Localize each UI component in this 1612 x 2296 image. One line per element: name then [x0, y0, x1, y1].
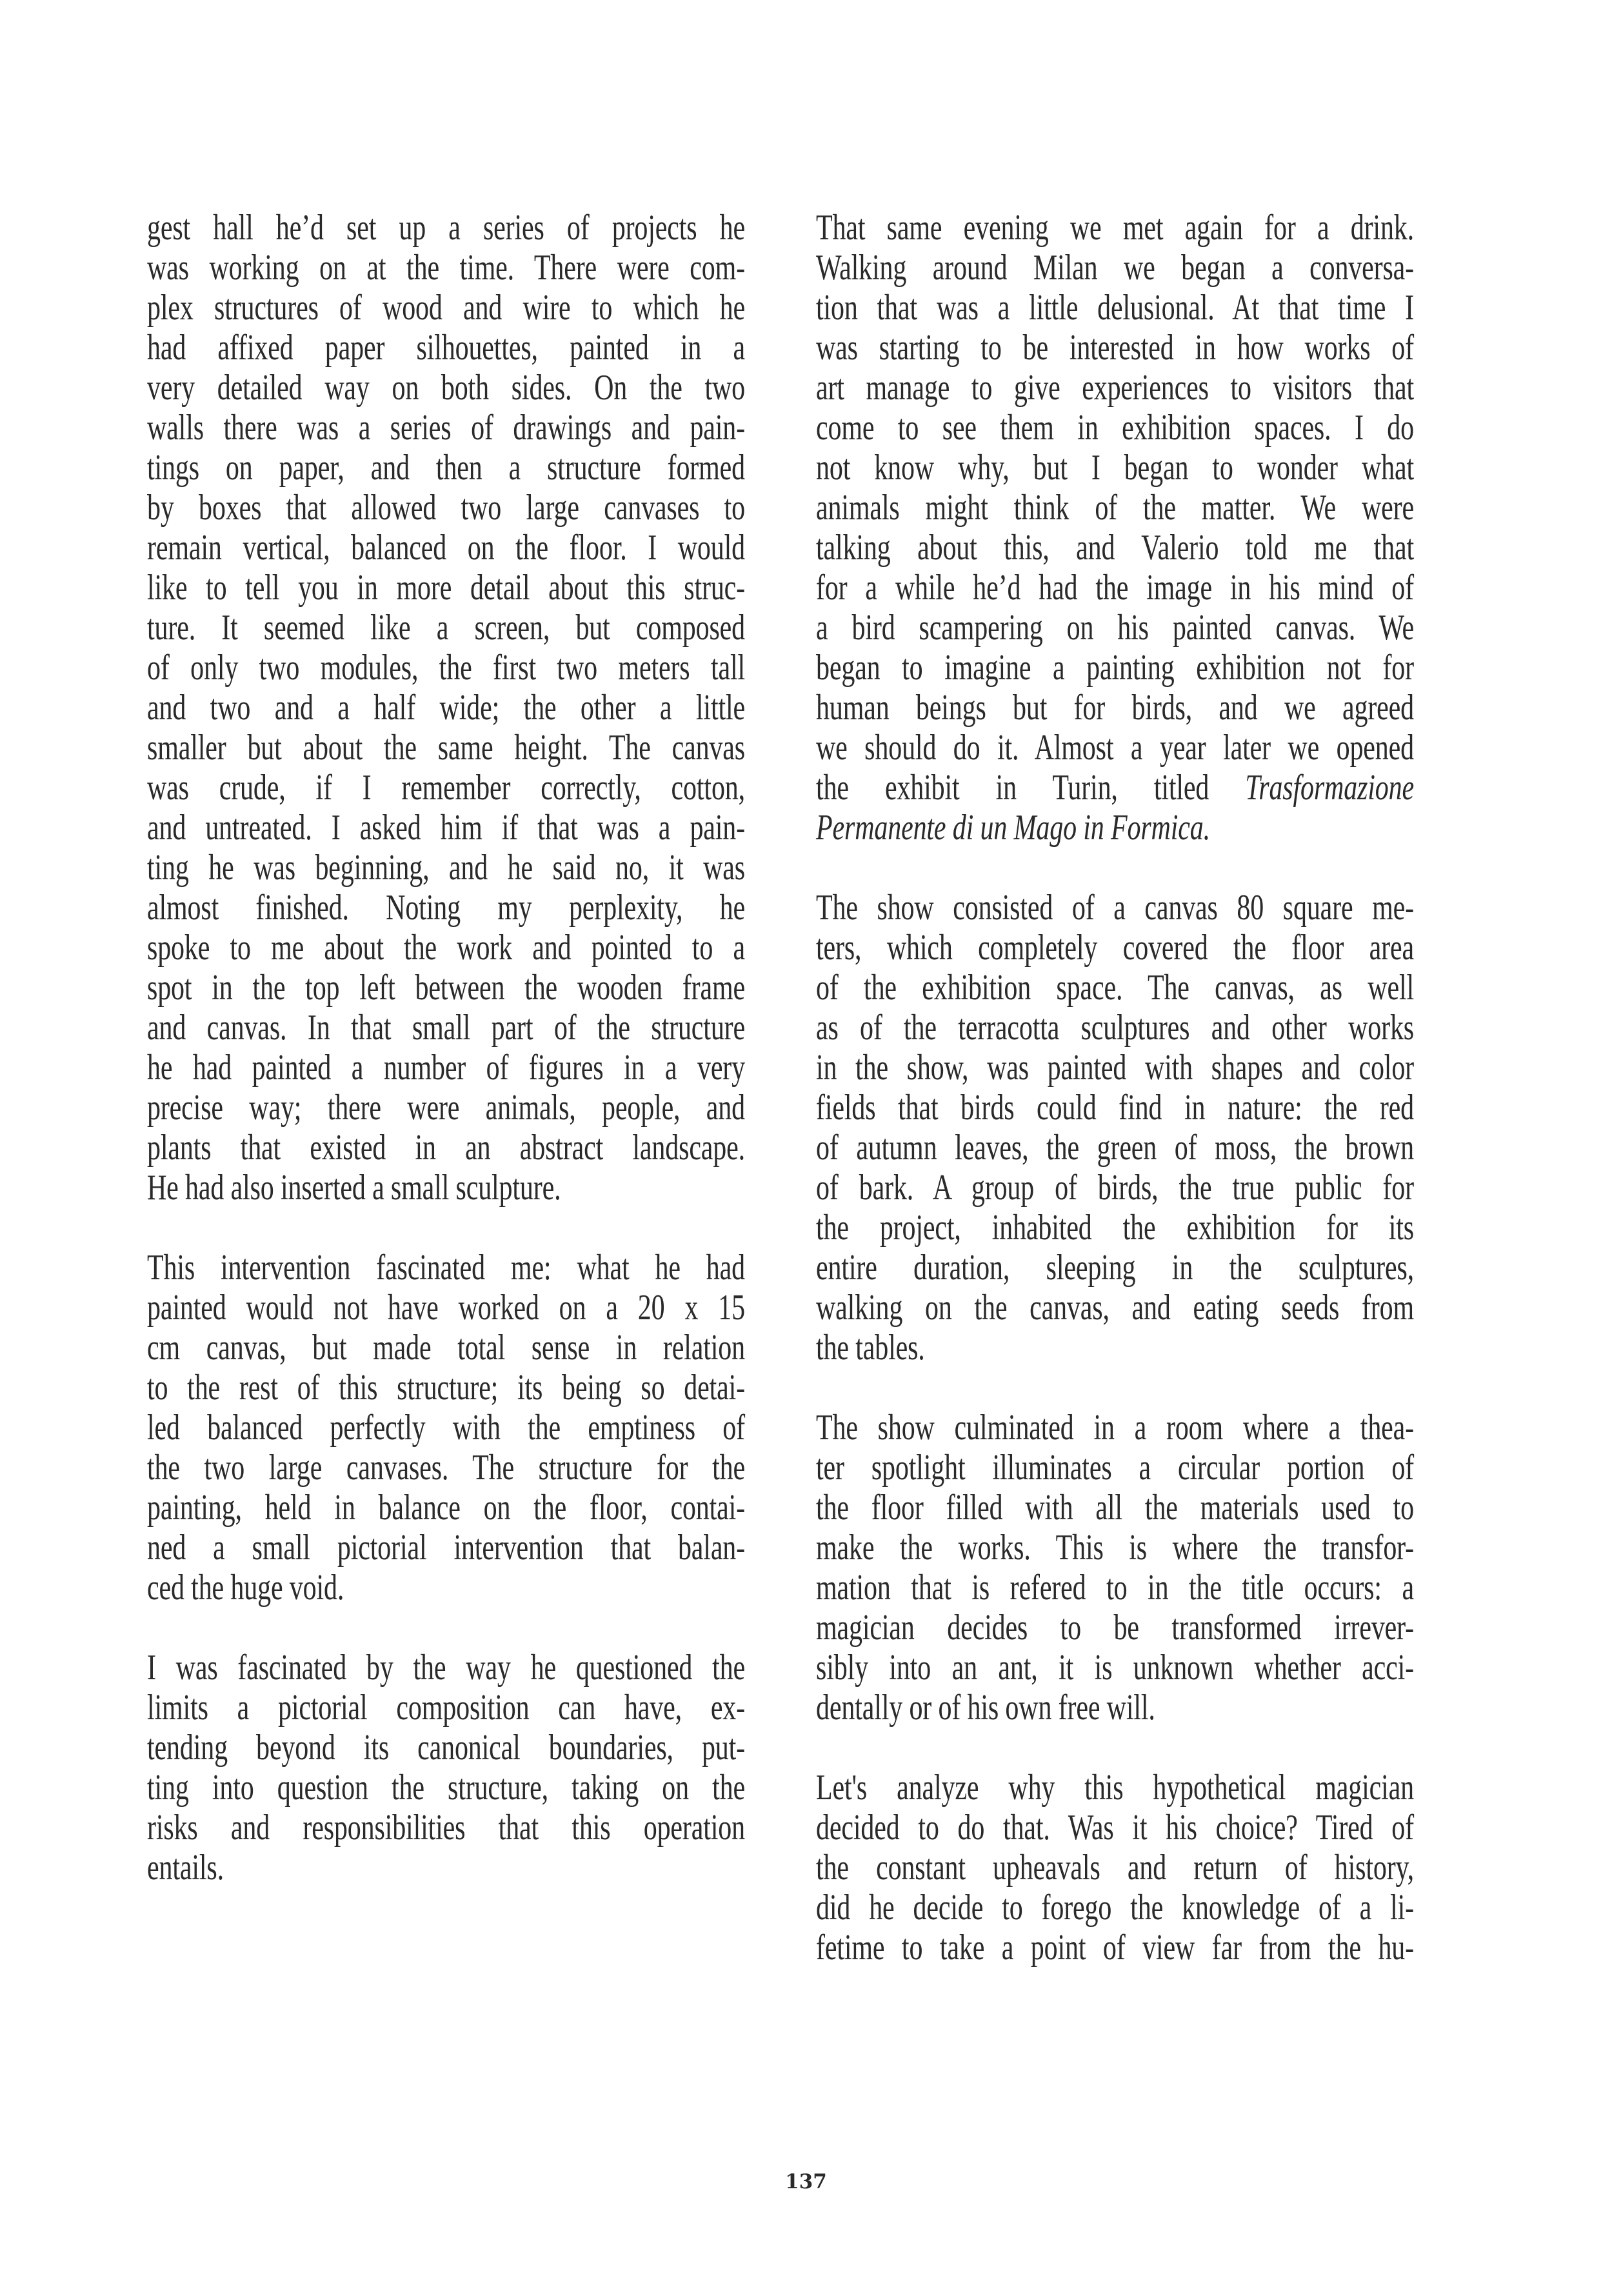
- text-line: animals might think of the matter. We were: [816, 488, 1414, 528]
- text-line: plants that existed in an abstract landscape.: [147, 1128, 745, 1168]
- paragraph: [816, 1408, 1414, 1728]
- paragraph: [147, 208, 745, 1208]
- paragraph: [816, 888, 1414, 1368]
- text-line: was crude, if I remember correctly, cotton,: [147, 768, 745, 808]
- right-column: [816, 208, 1414, 2008]
- exhibition-title-italic: Trasformazione: [1245, 768, 1414, 808]
- text-line: limits a pictorial composition can have, ex-: [147, 1688, 745, 1728]
- text-line: ting he was beginning, and he said no, it was: [147, 848, 745, 888]
- text-line: the constant upheavals and return of history,: [816, 1848, 1414, 1888]
- text-line: fetime to take a point of view far from the hu-: [816, 1928, 1414, 1968]
- text-line: painted would not have worked on a 20 x 15: [147, 1288, 745, 1328]
- exhibition-title-italic: Permanente di un Mago in Formica.: [816, 808, 1210, 848]
- text-line: led balanced perfectly with the emptiness of: [147, 1408, 745, 1448]
- text-line: of only two modules, the first two meters tall: [147, 648, 745, 688]
- text-line: entire duration, sleeping in the sculptures,: [816, 1248, 1414, 1288]
- text-line: tion that was a little delusional. At that time I: [816, 288, 1414, 328]
- text-line: the tables.: [816, 1328, 925, 1368]
- text-line: by boxes that allowed two large canvases to: [147, 488, 745, 528]
- text-line: precise way; there were animals, people, and: [147, 1088, 745, 1128]
- text-line: and two and a half wide; the other a little: [147, 688, 745, 728]
- text-line: ture. It seemed like a screen, but composed: [147, 608, 745, 648]
- paragraph: [816, 1768, 1414, 1968]
- text-line: a bird scampering on his painted canvas. We: [816, 608, 1414, 648]
- text-line: sibly into an ant, it is unknown whether acci-: [816, 1648, 1414, 1688]
- text-line: spoke to me about the work and pointed to a: [147, 928, 745, 968]
- text-line: ters, which completely covered the floor area: [816, 928, 1414, 968]
- text-line: ting into question the structure, taking on the: [147, 1768, 745, 1808]
- text-line: was starting to be interested in how works of: [816, 328, 1414, 368]
- text-line: plex structures of wood and wire to which he: [147, 288, 745, 328]
- text-line: spot in the top left between the wooden frame: [147, 968, 745, 1008]
- text-line: talking about this, and Valerio told me that: [816, 528, 1414, 568]
- text-line: and canvas. In that small part of the structure: [147, 1008, 745, 1048]
- text-line: of autumn leaves, the green of moss, the brown: [816, 1128, 1414, 1168]
- text-line: [816, 808, 1414, 848]
- text-line: as of the terracotta sculptures and other works: [816, 1008, 1414, 1048]
- text-line: like to tell you in more detail about this struc-: [147, 568, 745, 608]
- left-column: [147, 208, 745, 1928]
- text-line: art manage to give experiences to visitors that: [816, 368, 1414, 408]
- text-line: cm canvas, but made total sense in relation: [147, 1328, 745, 1368]
- text-line: walking on the canvas, and eating seeds from: [816, 1288, 1414, 1328]
- text-line: tending beyond its canonical boundaries, put-: [147, 1728, 745, 1768]
- text-line: tings on paper, and then a structure formed: [147, 448, 745, 488]
- paragraph: [816, 208, 1414, 848]
- text-line: the project, inhabited the exhibition for its: [816, 1208, 1414, 1248]
- text-line: to the rest of this structure; its being so detai-: [147, 1368, 745, 1408]
- text-line: gest hall he’d set up a series of projects he: [147, 208, 745, 248]
- text-line: walls there was a series of drawings and pain-: [147, 408, 745, 448]
- text-segment: the exhibit in Turin, titled: [816, 768, 1246, 808]
- text-line: risks and responsibilities that this operation: [147, 1808, 745, 1848]
- text-line: smaller but about the same height. The canvas: [147, 728, 745, 768]
- text-line: Let's analyze why this hypothetical magician: [816, 1768, 1414, 1808]
- text-line: That same evening we met again for a drink.: [816, 208, 1414, 248]
- text-line: very detailed way on both sides. On the two: [147, 368, 745, 408]
- text-line: of the exhibition space. The canvas, as well: [816, 968, 1414, 1008]
- text-line: decided to do that. Was it his choice? Tired of: [816, 1808, 1414, 1848]
- text-line: was working on at the time. There were com-: [147, 248, 745, 288]
- page-number: 137: [785, 2170, 827, 2193]
- text-line: This intervention fascinated me: what he had: [147, 1248, 745, 1288]
- text-line: painting, held in balance on the floor, contai-: [147, 1488, 745, 1528]
- text-line: ced the huge void.: [147, 1568, 344, 1608]
- text-line: of bark. A group of birds, the true public for: [816, 1168, 1414, 1208]
- text-line: make the works. This is where the transfor-: [816, 1528, 1414, 1568]
- paragraph: [147, 1248, 745, 1608]
- text-line: began to imagine a painting exhibition not for: [816, 648, 1414, 688]
- text-line: mation that is refered to in the title occurs: a: [816, 1568, 1414, 1608]
- text-line: almost finished. Noting my perplexity, he: [147, 888, 745, 928]
- text-line: had affixed paper silhouettes, painted in a: [147, 328, 745, 368]
- text-line: did he decide to forego the knowledge of a li-: [816, 1888, 1414, 1928]
- text-line: He had also inserted a small sculpture.: [147, 1168, 561, 1208]
- text-line: entails.: [147, 1848, 224, 1888]
- text-line: The show culminated in a room where a thea-: [816, 1408, 1414, 1448]
- text-line: fields that birds could find in nature: the red: [816, 1088, 1414, 1128]
- text-line: we should do it. Almost a year later we opened: [816, 728, 1414, 768]
- text-line: dentally or of his own free will.: [816, 1688, 1155, 1728]
- text-line: in the show, was painted with shapes and color: [816, 1048, 1414, 1088]
- text-line: The show consisted of a canvas 80 square me-: [816, 888, 1414, 928]
- text-line: remain vertical, balanced on the floor. I would: [147, 528, 745, 568]
- text-line: magician decides to be transformed irrever-: [816, 1608, 1414, 1648]
- text-line: come to see them in exhibition spaces. I do: [816, 408, 1414, 448]
- text-line: not know why, but I began to wonder what: [816, 448, 1414, 488]
- text-line: ned a small pictorial intervention that balan-: [147, 1528, 745, 1568]
- text-line: for a while he’d had the image in his mind of: [816, 568, 1414, 608]
- text-line: the floor filled with all the materials used to: [816, 1488, 1414, 1528]
- text-line: ter spotlight illuminates a circular portion of: [816, 1448, 1414, 1488]
- text-line: Walking around Milan we began a conversa-: [816, 248, 1414, 288]
- text-line: human beings but for birds, and we agreed: [816, 688, 1414, 728]
- text-line: I was fascinated by the way he questioned the: [147, 1648, 745, 1688]
- text-line: [816, 768, 1414, 808]
- text-line: the two large canvases. The structure for the: [147, 1448, 745, 1488]
- paragraph: [147, 1648, 745, 1888]
- text-line: and untreated. I asked him if that was a pain-: [147, 808, 745, 848]
- text-line: he had painted a number of figures in a very: [147, 1048, 745, 1088]
